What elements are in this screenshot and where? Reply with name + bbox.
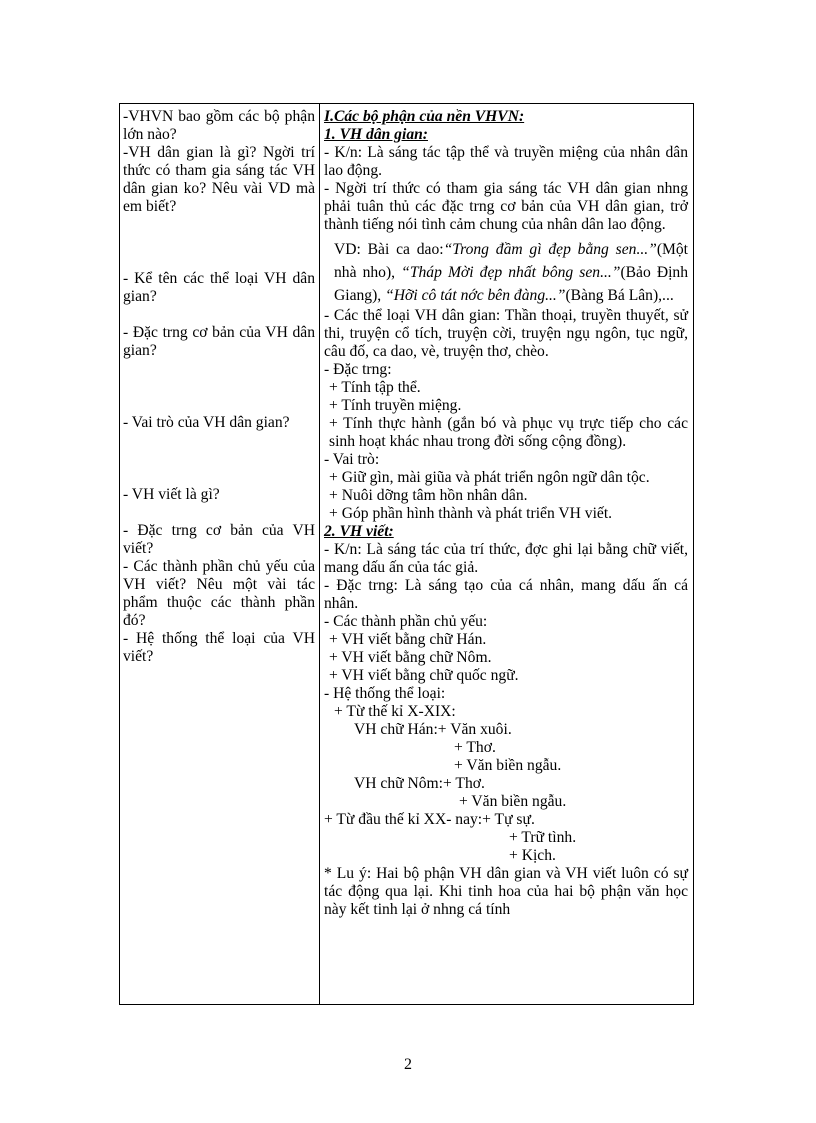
answer-line: + Trữ tình. <box>509 829 577 846</box>
answer-line: - Đặc trng: Là sáng tạo của cá nhân, mang dấu ấn cá nhân. <box>324 577 688 612</box>
answers-column <box>320 104 693 1004</box>
answer-line: + Thơ. <box>454 739 496 756</box>
example-label: VD: Bài ca dao: <box>334 241 444 258</box>
question-9: - Hệ thống thể loại của VH viết? <box>123 630 315 665</box>
question-8: - Các thành phần chủ yếu của VH viết? Nêu một vài tác phẩm thuộc các thành phần đó? <box>123 558 315 629</box>
question-7: - Đặc trng cơ bản của VH viết? <box>123 522 315 557</box>
answer-line: + Giữ gìn, mài giũa và phát triển ngôn ngữ dân tộc. <box>329 469 650 486</box>
page-number: 2 <box>404 1056 412 1073</box>
answer-line: - Các thể loại VH dân gian: Thần thoại, truyền thuyết, sử thi, truyện cổ tích, truyện cời, truyện ngụ ngôn, tục ngữ, câu đố, ca dao, vè, truyện thơ, chèo. <box>324 307 688 360</box>
answer-line: - K/n: Là sáng tác của trí thức, đợc ghi lại bằng chữ viết, mang dấu ấn của tác giả. <box>324 541 688 576</box>
answer-line: + Tính tập thể. <box>329 379 421 396</box>
answer-line: + Tính thực hành (gắn bó và phục vụ trực tiếp cho các sinh hoạt khác nhau trong đời sống cộng đồng). <box>329 415 688 450</box>
question-5: - Vai trò của VH dân gian? <box>123 414 290 431</box>
example-quote: “Tháp Mời đẹp nhất bông sen...” <box>401 264 621 281</box>
answer-line: + Từ thế kỉ X-XIX: <box>334 703 456 720</box>
answer-line: - K/n: Là sáng tác tập thể và truyền miệng của nhân dân lao động. <box>324 144 688 179</box>
answer-line: + VH viết bằng chữ Nôm. <box>329 649 492 666</box>
answer-line: + Nuôi dỡng tâm hồn nhân dân. <box>329 487 528 504</box>
answer-line: + VH viết bằng chữ Hán. <box>329 631 487 648</box>
question-4: - Đặc trng cơ bản của VH dân gian? <box>123 324 315 359</box>
answer-line: VH chữ Nôm:+ Thơ. <box>354 775 485 792</box>
answer-line: + Văn biền ngẫu. <box>454 757 562 774</box>
answer-line: + Từ đầu thế kỉ XX- nay:+ Tự sự. <box>324 811 535 828</box>
example-author: (Bảo Định Giang), <box>334 264 689 304</box>
questions-column <box>120 104 320 1004</box>
question-2: -VH dân gian là gì? Ngời trí thức có tham gia sáng tác VH dân gian ko? Nêu vài VD mà em biết? <box>123 144 315 215</box>
answer-line: VH chữ Hán:+ Văn xuôi. <box>354 721 512 738</box>
question-1: -VHVN bao gồm các bộ phận lớn nào? <box>123 108 315 143</box>
lesson-table <box>119 103 694 1005</box>
answer-line: - Các thành phần chủ yếu: <box>324 613 488 630</box>
answer-line: - Vai trò: <box>324 451 380 468</box>
answer-line: + Tính truyền miệng. <box>329 397 462 414</box>
question-6: - VH viết là gì? <box>123 486 220 503</box>
answer-line: - Đặc trng: <box>324 361 392 378</box>
section-heading: I.Các bộ phận của nền VHVN: <box>324 108 525 125</box>
answer-line: - Hệ thống thể loại: <box>324 685 446 702</box>
answer-line: + Kịch. <box>509 847 556 864</box>
answer-line: + VH viết bằng chữ quốc ngữ. <box>329 667 519 684</box>
answer-line: + Văn biền ngẫu. <box>459 793 567 810</box>
answer-line: * Lu ý: Hai bộ phận VH dân gian và VH viết luôn có sự tác động qua lại. Khi tinh hoa của hai bộ phận văn học này kết tinh lại ở nhng cá tính <box>324 865 688 918</box>
example-author: (Bàng Bá Lân),... <box>565 287 674 304</box>
example-paragraph <box>324 238 688 307</box>
example-quote: “Hỡi cô tát nớc bên đàng...” <box>385 287 566 304</box>
answer-line: + Góp phần hình thành và phát triển VH viết. <box>329 505 613 522</box>
answer-line: - Ngời trí thức có tham gia sáng tác VH dân gian nhng phải tuân thủ các đặc trng cơ bản của VH dân gian, trở thành tiếng nói tình cảm chung của nhân dân lao động. <box>324 180 688 233</box>
subheading-folk-literature: 1. VH dân gian: <box>324 126 428 143</box>
example-quote: “Trong đầm gì đẹp bằng sen...” <box>443 241 657 258</box>
example-author: (Một nhà nho), <box>334 241 688 281</box>
subheading-written-literature: 2. VH viết: <box>324 523 394 540</box>
question-3: - Kể tên các thể loại VH dân gian? <box>123 270 315 305</box>
